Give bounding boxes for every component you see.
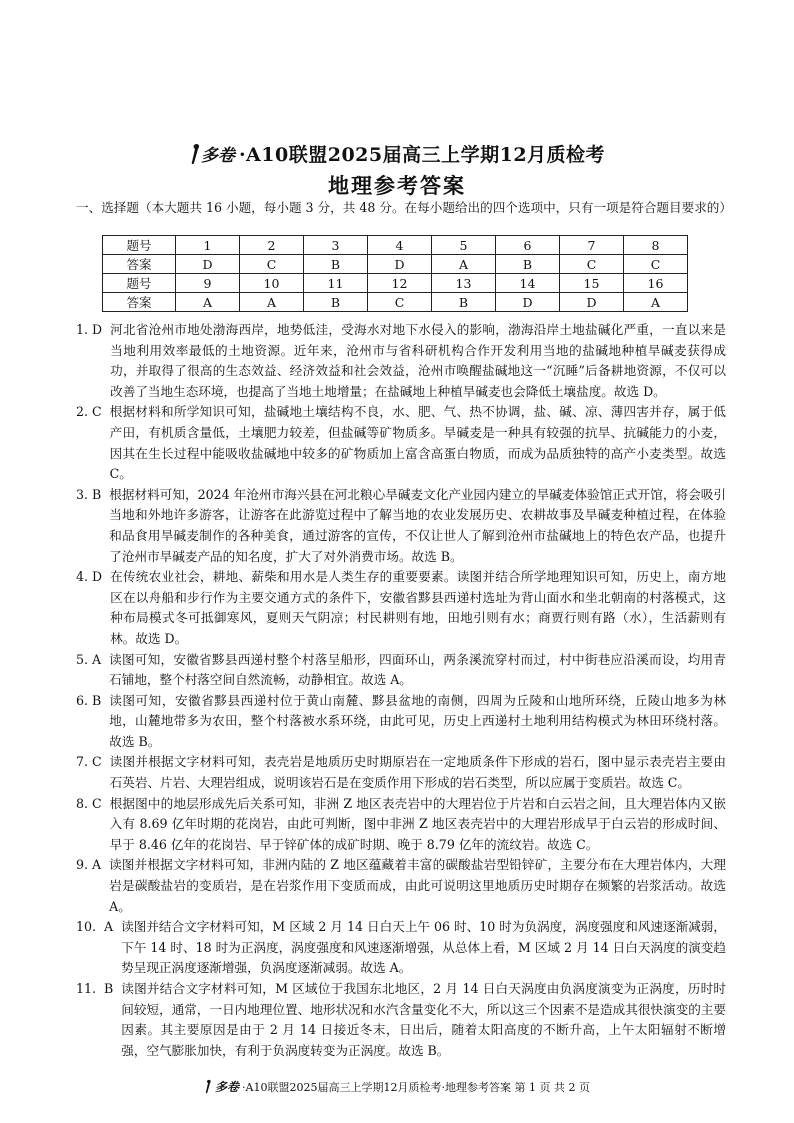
list-item bbox=[76, 979, 726, 1061]
table-cell: D bbox=[176, 255, 240, 274]
section-heading: 一、选择题（本大题共 16 小题，每小题 3 分，共 48 分。在每小题给出的四个选项中，只有一项是符合题目要求的） bbox=[76, 200, 732, 215]
table-cell: 15 bbox=[560, 274, 624, 293]
table-row-label: 答案 bbox=[103, 255, 176, 274]
item-number: 8. C bbox=[76, 795, 110, 811]
page-footer bbox=[0, 1078, 794, 1097]
table-cell: A bbox=[176, 293, 240, 312]
list-item bbox=[76, 650, 726, 691]
item-number: 10. A bbox=[76, 919, 122, 935]
brand-logo-text: 多卷 bbox=[200, 146, 235, 166]
list-item bbox=[76, 917, 726, 979]
table-row-label: 题号 bbox=[103, 236, 176, 255]
table-cell: D bbox=[560, 293, 624, 312]
table-row-label: 答案 bbox=[103, 293, 176, 312]
table-cell: C bbox=[560, 255, 624, 274]
brand-mark-icon bbox=[189, 143, 201, 165]
item-number: 9. A bbox=[76, 857, 110, 873]
table-cell: 4 bbox=[368, 236, 432, 255]
item-text: 读图并结合文字材料可知，M 区域位于我国东北地区，2 月 14 日白天涡度由负涡度演变为正涡度，历时时间较短，通常，一日内地理位置、地形状况和水汽含量变化不大，所以这三个因素不是造成其很快演变的主要因素。其主要原因是由于 2 月 14 日接近冬末，日出后，随着太阳高度的不断升高，上午太阳辐射不断增强，空气膨胀加快，有利于负涡度转变为正涡度。故选 B。 bbox=[121, 981, 726, 1058]
item-text: 根据材料可知，2024 年沧州市海兴县在河北粮心旱碱麦文化产业园内建立的旱碱麦体验馆正式开馆，将会吸引当地和外地许多游客，让游客在此游览过程中了解当地的农业发展历史、农耕故事及旱碱麦种植过程，在体验和品食用旱碱麦制作的各种美食，通过游客的宣传，不仅让世人了解到沧州市盐碱地上的特色农产品，也提升了沧州市旱碱麦产品的知名度，扩大了对外消费市场。故选 B。 bbox=[109, 486, 726, 564]
list-item bbox=[76, 320, 726, 402]
table-cell: 3 bbox=[304, 236, 368, 255]
table-cell: A bbox=[432, 255, 496, 274]
table-cell: B bbox=[432, 293, 496, 312]
item-number: 7. C bbox=[76, 754, 110, 770]
table-row bbox=[103, 255, 688, 274]
item-number: 2. C bbox=[76, 404, 110, 420]
table-cell: 5 bbox=[432, 236, 496, 255]
table-cell: 2 bbox=[240, 236, 304, 255]
table-cell: A bbox=[240, 293, 304, 312]
table-cell: 6 bbox=[496, 236, 560, 255]
table-cell: C bbox=[624, 255, 688, 274]
table-cell: 16 bbox=[624, 274, 688, 293]
table-row-label: 题号 bbox=[103, 274, 176, 293]
page-subtitle: 地理参考答案 bbox=[328, 173, 466, 198]
item-text: 根据材料和所学知识可知，盐碱地土壤结构不良，水、肥、气、热不协调，盐、碱、凉、薄四害并存，属于低产田，有机质含量低，土壤肥力较差，但盐碱等矿物质多。旱碱麦是一种具有较强的抗旱、抗碱能力的小麦，因其在生长过程中能吸收盐碱地中较多的矿物质加上富含高蛋白物质，而成为品质独特的高产小麦类型。故选 C。 bbox=[109, 404, 726, 482]
table-cell: D bbox=[496, 293, 560, 312]
brand-mark-icon bbox=[204, 1079, 212, 1094]
table-cell: 14 bbox=[496, 274, 560, 293]
table-cell: B bbox=[304, 293, 368, 312]
table-row bbox=[103, 274, 688, 293]
title-row bbox=[0, 140, 794, 169]
list-item bbox=[76, 855, 726, 917]
table-cell: A bbox=[624, 293, 688, 312]
list-item bbox=[76, 485, 726, 567]
list-item bbox=[76, 402, 726, 484]
table-cell: C bbox=[240, 255, 304, 274]
table-cell: 11 bbox=[304, 274, 368, 293]
list-item bbox=[76, 567, 726, 649]
item-text: 读图并结合文字材料可知，M 区域 2 月 14 日白天上午 06 时、10 时为负涡度，涡度强度和风速逐渐减弱，下午 14 时、18 时为正涡度，涡度强度和风速逐渐增强，从总体上看，M 区域 2 月 14 日白天涡度的演变趋势呈现正涡度逐渐增强，负涡度逐渐减弱。故选 A。 bbox=[121, 919, 726, 976]
table-cell: D bbox=[368, 255, 432, 274]
list-item bbox=[76, 752, 726, 793]
table-cell: C bbox=[368, 293, 432, 312]
page-title: ·A10联盟2025届高三上学期12月质检考 bbox=[238, 144, 606, 166]
table-cell: 10 bbox=[240, 274, 304, 293]
item-text: 读图并根据文字材料可知，非洲内陆的 Z 地区蕴藏着丰富的碳酸盐岩型铅锌矿，主要分布在大理岩体内，大理岩是碳酸盐岩的变质岩，是在岩浆作用下变质而成，由此可说明这里地质历史时期存在频繁的岩浆活动。故选 A。 bbox=[109, 857, 726, 914]
table-row bbox=[103, 236, 688, 255]
explanation-list bbox=[76, 320, 726, 1061]
item-text: 在传统农业社会，耕地、薪柴和用水是人类生存的重要要素。读图并结合所学地理知识可知，历史上，南方地区在以舟船和步行作为主要交通方式的条件下，安徽省黟县西递村选址为背山面水和坐北朝南的村落模式，这种布局模式冬可抵御寒风，夏则天气阴凉；村民耕则有地，田地引则有水；商贾行则有路（水），生活薪则有林。故选 D。 bbox=[110, 569, 726, 646]
table-cell: B bbox=[304, 255, 368, 274]
table-cell: 1 bbox=[176, 236, 240, 255]
answer-table bbox=[102, 235, 688, 312]
item-text: 读图并根据文字材料可知，表壳岩是地质历史时期原岩在一定地质条件下形成的岩石，图中显示表壳岩主要由石英岩、片岩、大理岩组成，说明该岩石是在变质作用下形成的岩石类型，所以应属于变质岩。故选 C。 bbox=[109, 754, 726, 791]
item-number: 4. D bbox=[76, 569, 111, 585]
item-text: 根据图中的地层形成先后关系可知，非洲 Z 地区表壳岩中的大理岩位于片岩和白云岩之间，且大理岩体内又嵌入有 8.69 亿年时期的花岗岩，由此可判断，图中非洲 Z 地区表壳岩中的大理岩形成早于白云岩的形成时间、早于 8.46 亿年的花岗岩、早于锌矿体的成矿时期、晚于 8.79 亿年的流纹岩。故选 C。 bbox=[109, 795, 726, 852]
table-row bbox=[103, 293, 688, 312]
footer-text: ·A10联盟2025届高三上学期12月质检考·地理参考答案 第 1 页 共 2 页 bbox=[242, 1080, 590, 1094]
footer-logo-text: 多卷 bbox=[215, 1080, 240, 1094]
item-number: 6. B bbox=[76, 692, 110, 708]
item-number: 3. B bbox=[76, 486, 110, 502]
item-number: 1. D bbox=[76, 322, 111, 337]
item-text: 河北省沧州市地处渤海西岸，地势低洼，受海水对地下水侵入的影响，渤海沿岸土地盐碱化严重，一直以来是当地利用效率最低的土地资源。近年来，沧州市与省科研机构合作开发利用当地的盐碱地种植旱碱麦获得成功，并取得了很高的生态效益、经济效益和社会效益，沧州市唤醒盐碱地这一“沉睡”后备耕地资源，不仅可以改善了当地生态环境，也提高了当地土地增量；在盐碱地上种植旱碱麦也会降低土壤盐度。故选 D。 bbox=[110, 322, 726, 399]
table-cell: 8 bbox=[624, 236, 688, 255]
item-text: 读图可知，安徽省黟县西递村整个村落呈船形，四面环山，两条溪流穿村而过，村中街巷应沿溪而设，均用青石铺地，整个村落空间自然流畅，动静相宜。故选 A。 bbox=[109, 651, 726, 688]
table-cell: 9 bbox=[176, 274, 240, 293]
table-cell: 7 bbox=[560, 236, 624, 255]
item-number: 5. A bbox=[76, 651, 110, 667]
list-item bbox=[76, 794, 726, 856]
table-cell: 12 bbox=[368, 274, 432, 293]
table-cell: B bbox=[496, 255, 560, 274]
brand-logo bbox=[189, 141, 235, 166]
item-number: 11. B bbox=[76, 981, 122, 996]
table-cell: 13 bbox=[432, 274, 496, 293]
list-item bbox=[76, 691, 726, 753]
item-text: 读图可知，安徽省黟县西递村位于黄山南麓、黟县盆地的南侧，四周为丘陵和山地所环绕，丘陵山地多为林地，山麓地带多为农田，整个村落被水系环绕，由此可见，历史上西递村土地利用结构模式为林田环绕村落。故选 B。 bbox=[109, 692, 726, 749]
